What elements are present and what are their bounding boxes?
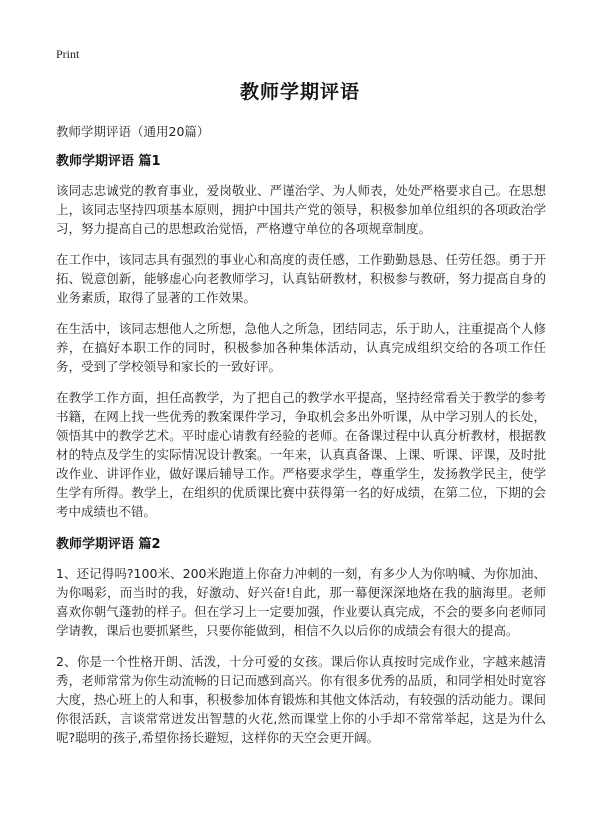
paragraph: 该同志忠诚党的教育事业，爱岗敬业、严谨治学、为人师表，处处严格要求自己。在思想上，该同志坚持四项基本原则，拥护中国共产党的领导，积极参加单位组织的各项政治学习，努力提高自己的思想政治觉悟，严格遵守单位的各项规章制度。 xyxy=(56,183,546,236)
section-2 xyxy=(56,533,546,747)
page-title: 教师学期评语 xyxy=(239,81,360,103)
print-link[interactable]: Print xyxy=(56,47,80,61)
section-1 xyxy=(56,150,546,521)
section-heading: 教师学期评语 篇2 xyxy=(56,537,161,552)
paragraph: 在工作中，该同志具有强烈的事业心和高度的责任感，工作勤勤恳恳、任劳任怨。勇于开拓、锐意创新，能够虚心向老教师学习，认真钻研教材，积极参与教研，努力提高自身的业务素质，取得了显著的工作效果。 xyxy=(56,252,546,305)
paragraph: 在教学工作方面，担任高教学，为了把自己的教学水平提高，坚持经常看关于教学的参考书籍，在网上找一些优秀的教案课件学习，争取机会多出外听课，从中学习别人的长处，领悟其中的教学艺术。平时虚心请教有经验的老师。在备课过程中认真分析教材，根据教材的特点及学生的实际情况设计教案。一年来，认真真备课、上课、听课、评课，及时批改作业、讲评作业，做好课后辅导工作。严格要求学生，尊重学生，发扬教学民主，使学生学有所得。教学上，在组织的优质课比赛中获得第一名的好成绩，在第二位，下期的会考中成绩也不错。 xyxy=(56,390,546,519)
document-content xyxy=(56,150,546,759)
paragraph: 2、你是一个性格开朗、活泼，十分可爱的女孩。课后你认真按时完成作业，字越来越清秀，老师常常为你生动流畅的日记而感到高兴。你有很多优秀的品质，和同学相处时宽容大度，热心班上的人和事，积极参加体育锻炼和其他文体活动，有较强的活动能力。课间你很活跃，言谈常常迸发出智慧的火花,然而课堂上你的小手却不常常举起，这是为什么呢?聪明的孩子,希望你扬长避短，这样你的天空会更开阔。 xyxy=(56,654,546,745)
page-subtitle: 教师学期评语（通用20篇） xyxy=(56,124,210,139)
paragraph: 在生活中，该同志想他人之所想，急他人之所急，团结同志，乐于助人，注重提高个人修养，在搞好本职工作的同时，积极参加各种集体活动，认真完成组织交给的各项工作任务，受到了学校领导和家长的一致好评。 xyxy=(56,321,546,374)
paragraph: 1、还记得吗?100米、200米跑道上你奋力冲刺的一刻，有多少人为你呐喊、为你加油、为你喝彩，而当时的我，好激动、好兴奋!自此，那一幕便深深地烙在我的脑海里。老师喜欢你朝气蓬勃的样子。但在学习上一定要加强，作业要认真完成，不会的要多向老师同学请教，课后也要抓紧些，只要你能做到，相信不久以后你的成绩会有很大的提高。 xyxy=(56,566,546,638)
section-heading: 教师学期评语 篇1 xyxy=(56,154,161,169)
